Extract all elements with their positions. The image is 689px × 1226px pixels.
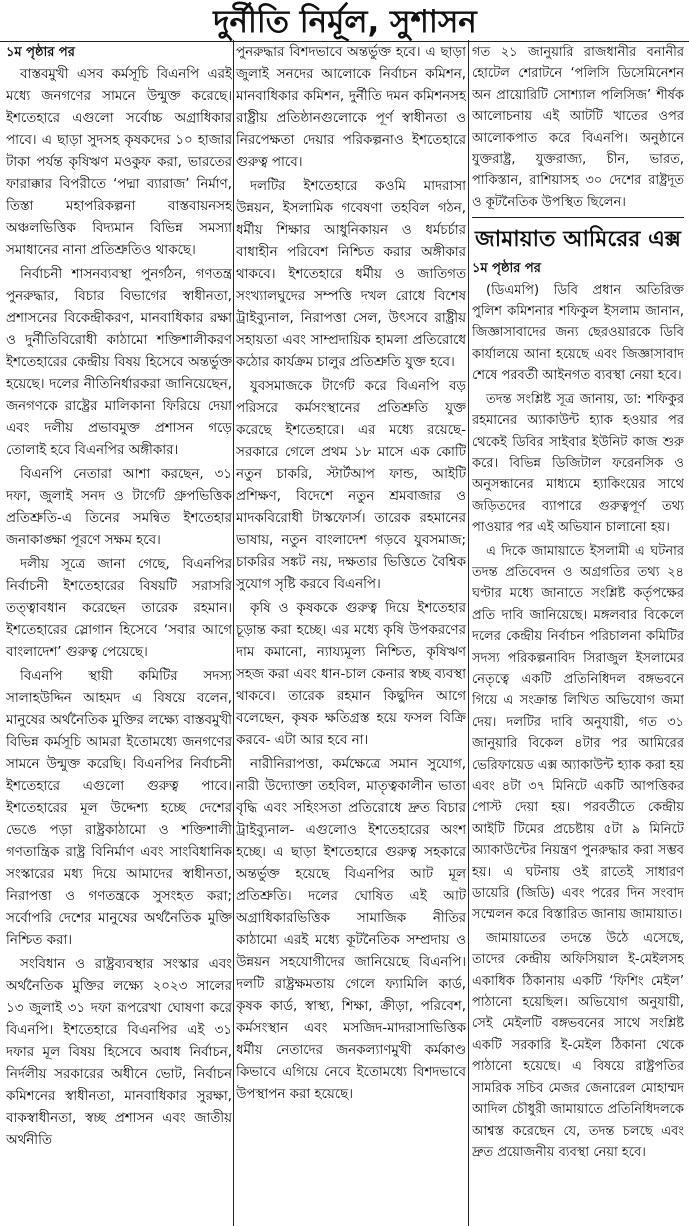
paragraph: দলটির ইশতেহারে কওমি মাদরাসা উন্নয়ন, ইসলামিক গবেষণা তহবিল গঠন, ধর্মীয় শিক্ষার আধুনিকায়ন ও ধর্মচর্চার বাধাহীন পরিবেশ নিশ্চিত করার অঙ্গীকার থাকবে। ইশতেহারে ধর্মীয় ও জাতিগত সংখ্যালঘুদের সম্পত্তি দখল রোধে বিশেষ ট্রাইব্যুনাল, নিরাপত্তা সেল, উৎসবে রাষ্ট্রীয় সহায়তা এবং সাম্প্রদায়িক হামলা প্রতিরোধে কঠোর কার্যক্রম চালুর প্রতিশ্রুতি যুক্ত হবে। — [236, 179, 466, 370]
paragraph: নারীনিরাপত্তা, কর্মক্ষেত্রে সমান সুযোগ, নারী উদ্যোক্তা তহবিল, মাতৃত্বকালীন ভাতা বৃদ্ধি এবং সহিংসতা প্রতিরোধে দ্রুত বিচার ট্রাইব্যুনাল- এগুলোও ইশতেহারের অংশ হচ্ছে। এ ছাড়া ইশতেহারে গুরুত্ব সহকারে অন্তর্ভুক্ত হয়েছে বিএনপির আট মূল প্রতিশ্রুতি। দলের ঘোষিত এই আট অগ্রাধিকারভিত্তিক সামাজিক নীতির কাঠামো এরই মধ্যে কূটনৈতিক সম্প্রদায় ও উন্নয়ন সহযোগীদের জানিয়েছে বিএনপি। দলটি রাষ্ট্রক্ষমতায় গেলে ফ্যামিলি কার্ড, কৃষক কার্ড, স্বাস্থ্য, শিক্ষা, ক্রীড়া, পরিবেশ, কর্মসংস্থান এবং মসজিদ-মাদরাসাভিত্তিক ধর্মীয় নেতাদের জনকল্যাণমুখী কর্মকাণ্ড কিভাবে এগিয়ে নেবে ইতোমধ্যে বিশদভাবে উপস্থাপন করা হয়েছে। — [236, 757, 466, 1102]
paragraph: গত ২১ জানুয়ারি রাজধানীর বনানীর হোটেল শেরাটনে ‘পলিসি ডিসেমিনেশন অন প্রায়োরিটি সোশ্যাল পলিসিজ’ শীর্ষক আলোচনায় এই আটটি খাতের ওপর আলোকপাত করে বিএনপি। অনুষ্ঠানে যুক্তরাষ্ট্র, যুক্তরাজ্য, চীন, ভারত, পাকিস্তান, রাশিয়াসহ ৩০ দেশের রাষ্ট্রদূত ও কূটনৈতিক উপস্থিত ছিলেন। — [472, 45, 684, 210]
paragraph: নির্বাচনী শাসনব্যবস্থা পুনর্গঠন, গণতন্ত্র পুনরুদ্ধার, বিচার বিভাগের স্বাধীনতা, প্রশাসনের বিকেন্দ্রীকরণ, মানবাধিকার রক্ষা ও দুর্নীতিবিরোধী কাঠামো শক্তিশালীকরণ ইশতেহারের কেন্দ্রীয় বিষয় হিসেবে অন্তর্ভুক্ত হয়েছে। দলের নীতিনির্ধারকরা জানিয়েছেন, জনগণকে রাষ্ট্রের মালিকানা ফিরিয়ে দেয়া এবং দলীয় প্রভাবমুক্ত প্রশাসন গড়ে তোলাই হবে বিএনপির অঙ্গীকার। — [6, 267, 232, 458]
column-rule-2 — [468, 40, 469, 1226]
paragraph: পুনরুদ্ধার বিশদভাবে অন্তর্ভুক্ত হবে। এ ছাড়া জুলাই সনদের আলোকে নির্বাচন কমিশন, মানবাধিকার কমিশন, দুর্নীতি দমন কমিশনসহ রাষ্ট্রীয় প্রতিষ্ঠানগুলোকে পূর্ণ স্বাধীনতা ও নিরপেক্ষতা দেয়ার পরিকল্পনাও ইশতেহারে গুরুত্ব পাবে। — [236, 45, 466, 170]
paragraph: যুবসমাজকে টার্গেট করে বিএনপি বড় পরিসরে কর্মসংস্থানের প্রতিশ্রুতি যুক্ত করেছে ইশতেহারে। এর মধ্যে রয়েছে- সরকারে গেলে প্রথম ১৮ মাসে এক কোটি নতুন চাকরি, স্টার্টআপ ফান্ড, আইটি প্রশিক্ষণ, বিদেশে নতুন শ্রমবাজার ও মাদকবিরোধী টাস্কফোর্স। তারেক রহমানের ভাষায়, নতুন বাংলাদেশ গড়বে যুবসমাজ; চাকরির সঙ্কট নয়, দক্ষতার ভিত্তিতে বৈশ্বিক সুযোগ সৃষ্টি করবে বিএনপি। — [236, 379, 466, 592]
paragraph: জামায়াতের তদন্তে উঠে এসেছে, তাদের কেন্দ্রীয় অফিসিয়াল ই-মেইলসহ একাধিক ঠিকানায় একটি ‘ফিশিং মেইল’ পাঠানো হয়েছিল। অভিযোগ অনুযায়ী, সেই মেইলটি বঙ্গভবনের সাথে সংশ্লিষ্ট একটি সরকারি ই-মেইল ঠিকানা থেকে পাঠানো হয়েছে। এ বিষয়ে রাষ্ট্রপতির সামরিক সচিব মেজর জেনারেল মোহাম্মদ আদিল চৌধুরী জামায়াতে প্রতিনিধিদলকে আশ্বস্ত করেছেন যে, তদন্ত চলছে এবং দ্রুত প্রয়োজনীয় ব্যবস্থা নেয়া হবে। — [472, 930, 684, 1160]
subheadline: জামায়াত আমিরের এক্স — [472, 217, 684, 258]
paragraph: বিএনপি স্থায়ী কমিটির সদস্য সালাহউদ্দিন আহমদ এ বিষয়ে বলেন, মানুষের অর্থনৈতিক মুক্তির লক্ষ্যে বাস্তবমুখী বিভিন্ন কর্মসূচি আমরা ইতোমধ্যে জনগণের সামনে উন্মুক্ত করেছি। বিএনপির নির্বাচনী ইশতেহারে এগুলো গুরুত্ব পাবে। ইশতেহারের মূল উদ্দেশ্য হচ্ছে দেশের ভেঙে পড়া রাষ্ট্রকাঠামো ও শক্তিশালী গণতান্ত্রিক রাষ্ট্র বিনির্মাণ এবং সাংবিধানিক সংস্কারের মধ্য দিয়ে আমাদের স্বাধীনতা, নিরাপত্তা ও গণতন্ত্রকে সুসংহত করা; সর্বোপরি দেশের মানুষের অর্থনৈতিক মুক্তি নিশ্চিত করা। — [6, 669, 232, 948]
column-2 — [236, 42, 466, 1226]
continued-label: ১ম পৃষ্ঠার পর — [472, 261, 541, 277]
paragraph: (ডিএমপি) ডিবি প্রধান অতিরিক্ত পুলিশ কমিশনার শফিকুল ইসলাম জানান, জিজ্ঞাসাবাদের জন্য ছেরওয়ারকে ডিবি কার্যালয়ে আনা হয়েছে এবং জিজ্ঞাসাবাদ শেষে পরবর্তী আইনগত ব্যবস্থা নেয়া হবে। — [472, 282, 684, 384]
paragraph: এ দিকে জামায়াতে ইসলামী এ ঘটনার তদন্ত প্রতিবেদন ও অগ্রগতির তথ্য ২৪ ঘণ্টার মধ্যে জানাতে সংশ্লিষ্ট কর্তৃপক্ষের প্রতি দাবি জানিয়েছে। মঙ্গলবার বিকেলে দলের কেন্দ্রীয় নির্বাচন পরিচালনা কমিটির সদস্য পরিকল্পনাবিদ সিরাজুল ইসলামের নেতৃত্বে একটি প্রতিনিধিদল বঙ্গভবনে গিয়ে এ সংক্রান্ত লিখিত অভিযোগ জমা দেয়। দলটির দাবি অনুযায়ী, গত ৩১ জানুয়ারি বিকেল ৪টার পর আমিরের ভেরিফায়েড এক্স অ্যাকাউন্ট হ্যাক করা হয় এবং ৪টা ৩৭ মিনিটে একটি আপত্তিকর পোস্ট দেয়া হয়। পরবর্তীতে কেন্দ্রীয় আইটি টিমের প্রচেষ্টায় ৫টা ৯ মিনিটে অ্যাকাউন্টের নিয়ন্ত্রণ পুনরুদ্ধার করা সম্ভব হয়। এ ঘটনায় ওই রাতেই সাধারণ ডায়েরি (জিডি) এবং পরের দিন সংবাদ সম্মেলন করে বিস্তারিত জানায় জামায়াত। — [472, 543, 684, 923]
paragraph: দলীয় সূত্রে জানা গেছে, বিএনপির নির্বাচনী ইশতেহারের বিষয়টি সরাসরি তত্ত্বাবধান করেছেন তারেক রহমান। ইশতেহারের স্লোগান হিসেবে ‘সবার আগে বাংলাদেশ’ গুরুত্ব পেয়েছে। — [6, 557, 232, 660]
continued-label: ১ম পৃষ্ঠার পর — [6, 45, 75, 60]
column-rule-1 — [233, 40, 234, 1226]
headline: দুর্নীতি নির্মূল, সুশাসন — [213, 4, 477, 40]
column-1 — [6, 42, 232, 1226]
column-3 — [472, 42, 684, 1226]
paragraph: তদন্ত সংশ্লিষ্ট সূত্র জানায়, ডা: শফিকুর রহমানের অ্যাকাউন্ট হ্যাক হওয়ার পর থেকেই ডিবির সাইবার ইউনিট কাজ শুরু করে। বিভিন্ন ডিজিটাল ফরেনসিক ও অনুসন্ধানের মাধ্যমে হ্যাকিংয়ের সাথে জড়িতদের ব্যাপারে গুরুত্বপূর্ণ তথ্য পাওয়ার পর এই অভিযান চালানো হয়। — [472, 391, 684, 536]
paragraph: বাস্তবমুখী এসব কর্মসূচি বিএনপি এরই মধ্যে জনগণের সামনে উন্মুক্ত করেছে। ইশতেহারে এগুলো সর্বোচ্চ অগ্রাধিকার পাবে। এ ছাড়া সুদসহ কৃষকদের ১০ হাজার টাকা পর্যন্ত কৃষিঋণ মওকুফ করা, ভারতের ফারাক্কার বিপরীতে ‘পদ্মা ব্যারাজ’ নির্মাণ, তিস্তা মহাপরিকল্পনা বাস্তবায়নসহ অঞ্চলভিত্তিক বিদ্যমান বিভিন্ন সমস্যা সমাধানের নানা প্রতিশ্রুতিও থাকছে। — [6, 67, 232, 258]
paragraph: বিএনপি নেতারা আশা করছেন, ৩১ দফা, জুলাই সনদ ও টার্গেট গ্রুপভিত্তিক প্রতিশ্রুতি-এ তিনের সমন্বিত ইশতেহার জনাকাঙ্ক্ষা পূরণে সক্ষম হবে। — [6, 467, 232, 548]
paragraph: কৃষি ও কৃষককে গুরুত্ব দিয়ে ইশতেহার চূড়ান্ত করা হচ্ছে। এর মধ্যে কৃষি উপকরণের দাম কমানো, ন্যায্যমূল্য নিশ্চিত, কৃষিঋণ সহজ করা এবং ধান-চাল কেনার স্বচ্ছ ব্যবস্থা থাকবে। তারেক রহমান কিছুদিন আগে বলেছেন, কৃষক ক্ষতিগ্রস্ত হয়ে ফসল বিক্রি করবে- এটা আর হবে না। — [236, 601, 466, 748]
paragraph: সংবিধান ও রাষ্ট্রব্যবস্থার সংস্কার এবং অর্থনৈতিক মুক্তির লক্ষ্যে ২০২৩ সালের ১৩ জুলাই ৩১ দফা রূপরেখা ঘোষণা করে বিএনপি। ইশতেহারে বিএনপির এই ৩১ দফার মূল বিষয় হিসেবে অবাধ নির্বাচন, নির্দলীয় সরকারের অধীনে ভোট, নির্বাচন কমিশনের স্বাধীনতা, মানবাধিকার সুরক্ষা, বাকস্বাধীনতা, স্বচ্ছ প্রশাসন এবং জাতীয় অর্থনীতি — [6, 957, 232, 1148]
